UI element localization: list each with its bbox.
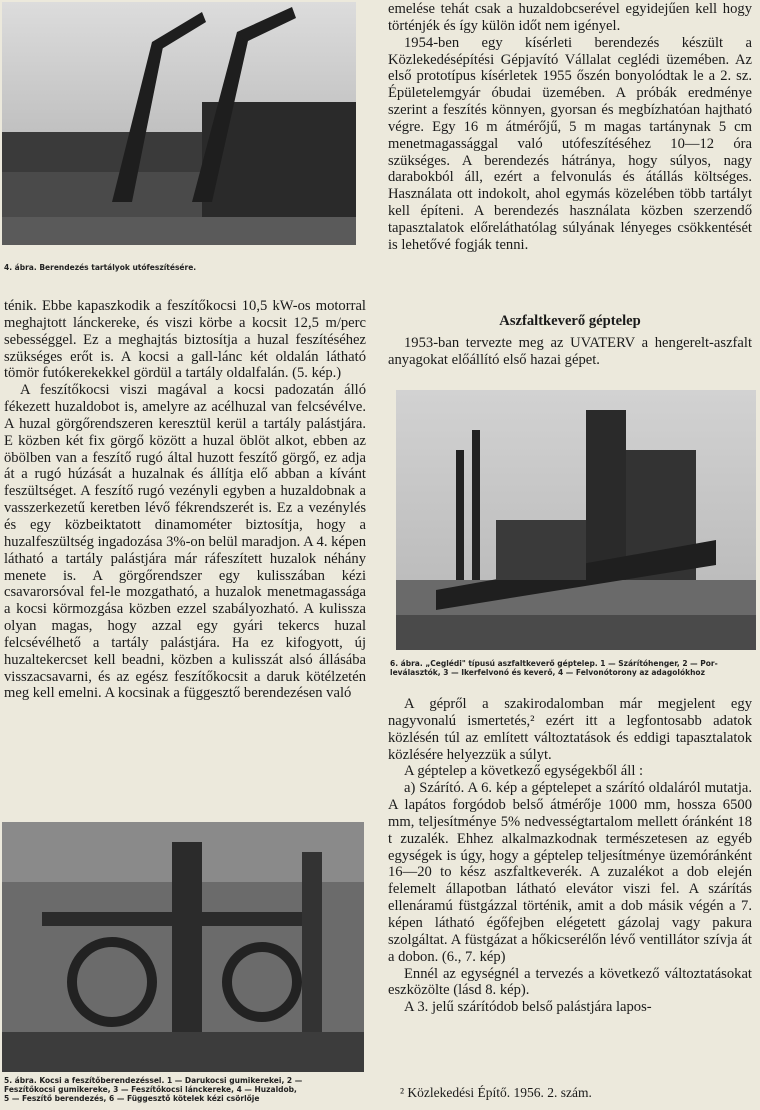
right-bottom-paragraph-4: Ennél az egységnél a tervezés a következő változtatásokat eszközölte (lásd 8. kép). [388,965,752,999]
figure-4-photo [2,2,356,245]
right-column-top-text [388,1,752,295]
figure-5-caption-line-1: 5. ábra. Kocsi a feszítőberendezéssel. 1 — Darukocsi gumikerekei, 2 — [4,1076,303,1085]
figure-6-caption-line-1: 6. ábra. „Ceglédi" típusú aszfaltkeverő géptelep. 1 — Szárítóhenger, 2 — Por- [390,659,718,668]
figure-5-photo [2,822,364,1072]
figure-6-caption-line-2: leválasztók, 3 — Ikerfelvonó és keverő, 4 — Felvonótorony az adagolókhoz [390,668,705,677]
figure-4-caption: 4. ábra. Berendezés tartályok utófeszítésére. [4,263,197,272]
right-bottom-paragraph-3: a) Szárító. A 6. kép a géptelepet a szárító oldaláról mutatja. A lapátos forgódob belső átmérője 1000 mm, hossza 6500 mm, teljesítménye 5% nedvességtartalom mellett óránként 18 t zuzalék. Ehhez alkalmazkodnak természetesen az egyéb egységek is úgy, hogy a géptelep teljesítménye üzemóránként 16—20 to kész aszfaltkeverék. A zuzalékot a dob elején felemelt állapotban látható elevátor viszi fel. A szárítás ellenáramú füstgázzal történik, amit a dob másik végén a 7. képen látható égőfejben elégetett gázolaj vagy pakura szolgáltat. A füstgázat a hőkicserélőn lévő ventillátor szívja át a dobon. (6., 7. kép) [388,780,752,965]
right-bottom-paragraph-1: A gépről a szakirodalomban már megjelent egy nagyvonalú ismertetés,² ezért itt a legfontosabb adatok közlésén túl az említett változtatások és eddigi tapasztalatok közlésére helyezzük a súlyt. [388,696,752,763]
crane-photo-image [2,2,356,245]
footnote: ² Közlekedési Építő. 1956. 2. szám. [400,1085,592,1100]
figure-5-caption-line-2: Feszítőkocsi gumikereke, 3 — Feszítőkocsi lánckereke, 4 — Huzaldob, [4,1085,297,1094]
figure-6-photo [396,390,756,650]
right-column-intro-text [388,335,752,371]
right-bottom-paragraph-5: A 3. jelű szárítódob belső palástjára lapos- [404,999,652,1016]
right-bottom-paragraph-2: A géptelep a következő egységekből áll : [404,763,644,780]
right-top-paragraph-1: emelése tehát csak a huzaldobcserével egyidejűen kell hogy történjék és így külön időt nem igényel. [388,1,752,34]
left-paragraph-2: A feszítőkocsi viszi magával a kocsi padozatán álló fékezett huzaldobot is, amelyre az acélhuzal van felcsévélve. A huzal görgőrendszeren keresztül kerül a tartály palástjára. E közben két fix görgő között a huzal öblöt alkot, ebben az öbölben van a feszítő rugó által huzott feszítő görgő, ez adja át a rugó húzását a huzalnak és állítja elő abban a kívánt feszültséget. A feszítő rugó vezényli egyben a huzaldobnak a vasszerkezetű keretben lévő fékrendszerét is. Ez a vezénylés és egy közbeiktatott dinamométer biztosítja, hogy a huzalfeszültség ingadozása 3%-on belül maradjon. A 4. képen látható a tartály palástjára már ráfeszített huzalok néhány menete is. A görgőrendszer egy kulisszában kézi csavarorsóval fel-le mozgatható, a huzalok menetmagassága a kocsi körmozgása közben ezzel szabályozható. A kulissza olyan magas, hogy azzal egy gyári tekercs huzal felcsévélhető a tartály palástjára. Ha ez kifogyott, új huzaltekercset kell beadni, közben a kulisszát alsó állásába visszacsavarni, és az egész feszítőkocsit a daruk kötélzetén meg kell emelni. A kocsinak a függesztő berendezésen való [4,382,366,702]
section-heading: Aszfaltkeverő géptelep [499,313,641,329]
trolley-photo-image [2,822,364,1072]
left-column-text [4,298,366,820]
right-intro-paragraph: 1953-ban tervezte meg az UVATERV a hengerelt-aszfalt anyagokat előállító első hazai gépet. [388,335,752,368]
right-column-bottom-text [388,696,752,1072]
left-paragraph-1: ténik. Ebbe kapaszkodik a feszítőkocsi 10,5 kW-os motorral meghajtott lánckereke, és viszi körbe a kocsit 12,5 m/perc sebességgel. Ez a meghajtás biztosítja a huzal feszítéséhez szükséges erőt is. A kocsi a gall-lánc két oldalán látható tömör futókerekekkel gördül a tartály oldalfalán. (5. kép.) [4,298,366,382]
figure-6-caption [390,659,756,677]
right-top-paragraph-2: 1954-ben egy kísérleti berendezés készült a Közlekedésépítési Gépjavító Vállalat ceglédi üzemében. Az első prototípus kísérletek 1955 őszén bonyolódtak le a 2. sz. Épületelemgyár óbudai üzemében. A próbák eredménye szerint a feszítés könnyen, gyorsan és megbízhatóan hajtható végre. Egy 16 m átmérőjű, 5 m magas tartánynak 5 cm menetmagassággal való utófeszítéséhez 10—12 óra szükséges. A berendezés hátránya, hogy súlyos, nagy darabokból áll, ezért a felvonulás és átállás költséges. Használata ott indokolt, ahol egymás közelében több tartályt kell építeni. A berendezés használata közben szerzendő tapasztalatok előreláthatólag súlyának lényeges csökkentését is lehetővé fogják tenni. [388,34,752,253]
figure-5-caption [4,1076,364,1103]
figure-5-caption-line-3: 5 — Feszítő berendezés, 6 — Függesztő kötelek kézi csörlője [4,1094,260,1103]
asphalt-plant-photo-image [396,390,756,650]
